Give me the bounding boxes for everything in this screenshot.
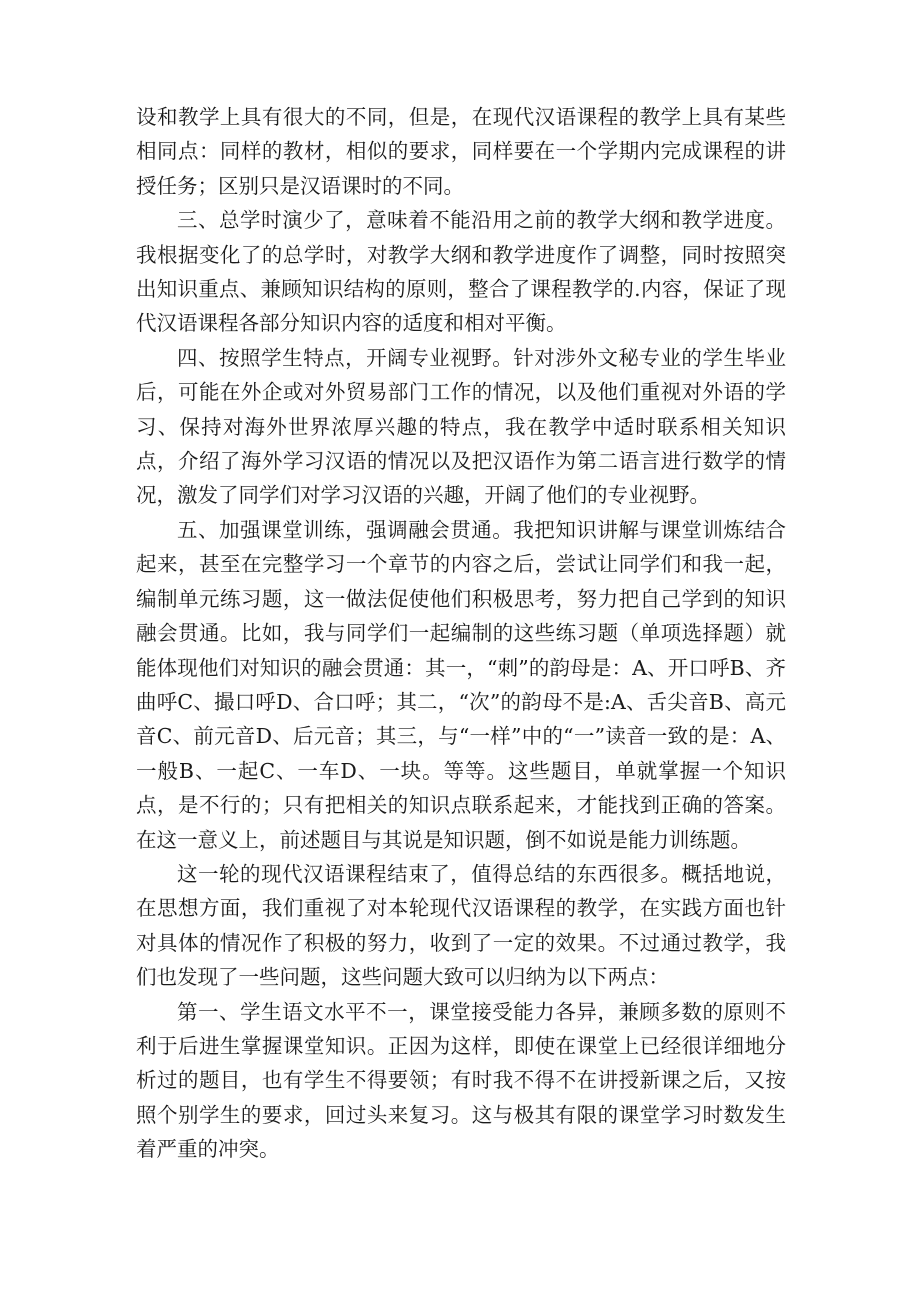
paragraph-1: 设和教学上具有很大的不同，但是，在现代汉语课程的教学上具有某些相同点：同样的教材，相似的要求，同样要在一个学期内完成课程的讲授任务；区别只是汉语课时的不同。 [136,105,786,198]
paragraph-5: 这一轮的现代汉语课程结束了，值得总结的东西很多。概括地说，在思想方面，我们重视了对本轮现代汉语课程的教学，在实践方面也针对具体的情况作了积极的努力，收到了一定的效果。不过通过教学，我们也发现了一些问题，这些问题大致可以归纳为以下两点： [136,861,786,990]
paragraph-3: 四、按照学生特点，开阔专业视野。针对涉外文秘专业的学生毕业后，可能在外企或对外贸易部门工作的情况，以及他们重视对外语的学习、保持对海外世界浓厚兴趣的特点，我在教学中适时联系相关知识点，介绍了海外学习汉语的情况以及把汉语作为第二语言进行数学的情况，激发了同学们对学习汉语的兴趣，开阔了他们的专业视野。 [136,345,786,508]
paragraph-4: 五、加强课堂训练，强调融会贯通。我把知识讲解与课堂训炼结合起来，甚至在完整学习一个章节的内容之后，尝试让同学们和我一起，编制单元练习题，这一做法促使他们积极思考，努力把自己学到的知识融会贯通。比如，我与同学们一起编制的这些练习题（单项选择题）就能体现他们对知识的融会贯通：其一，“刺”的韵母是：A、开口呼B、齐曲呼C、撮口呼D、合口呼；其二，“次”的韵母不是:A、舌尖音B、高元音C、前元音D、后元音；其三，与“一样”中的“一”读音一致的是：A、一般B、一起C、一车D、一块。等等。这些题目，单就掌握一个知识点，是不行的；只有把相关的知识点联系起来，才能找到正确的答案。在这一意义上，前述题目与其说是知识题，倒不如说是能力训练题。 [136,517,786,852]
paragraph-6: 第一、学生语文水平不一，课堂接受能力各异，兼顾多数的原则不利于后进生掌握课堂知识。正因为这样，即使在课堂上已经很详细地分析过的题目，也有学生不得要领；有时我不得不在讲授新课之后，又按照个别学生的要求，回过头来复习。这与极其有限的课堂学习时数发生着严重的冲突。 [136,999,786,1162]
paragraph-2: 三、总学时演少了，意味着不能沿用之前的教学大纲和教学进度。我根据变化了的总学时，对教学大纲和教学进度作了调整，同时按照突出知识重点、兼顾知识结构的原则，整合了课程教学的.内容，保证了现代汉语课程各部分知识内容的适度和相对平衡。 [136,208,786,336]
document-page [136,100,786,1167]
